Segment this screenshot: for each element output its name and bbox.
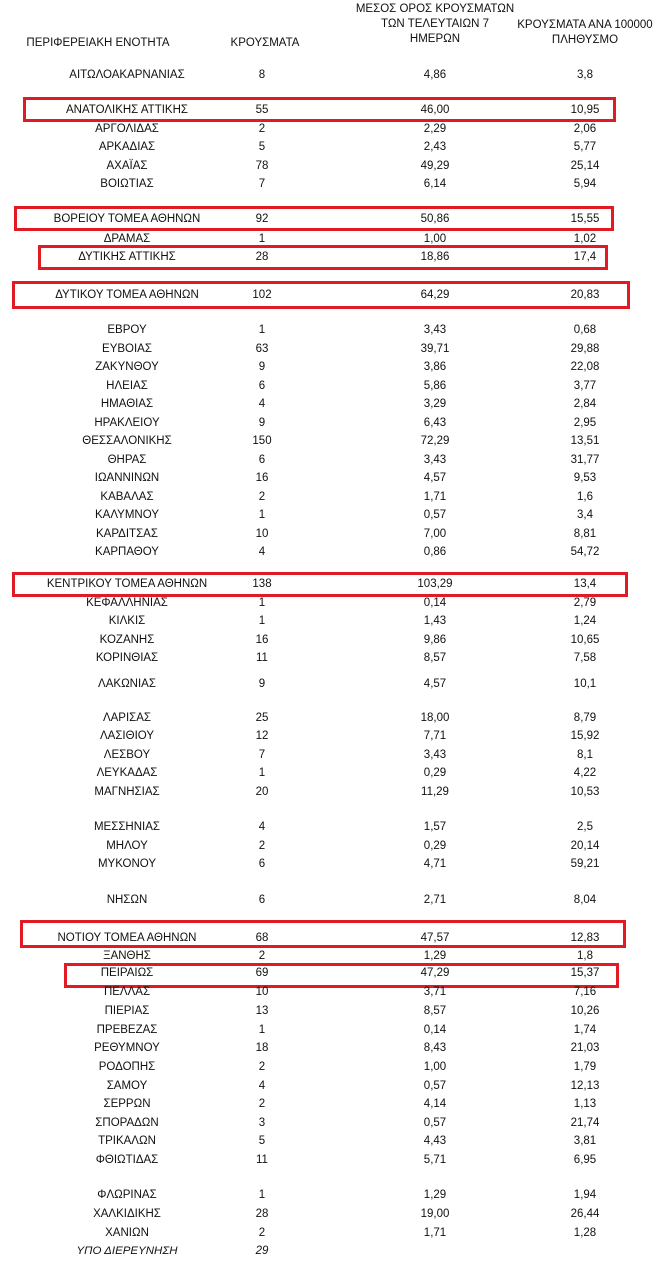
cell-per100k: 15,55: [570, 213, 600, 225]
header-avg7: [355, 2, 515, 47]
table-row: [0, 1078, 670, 1094]
cell-per100k: 7,16: [573, 986, 597, 998]
cell-region: ΚΟΖΑΝΗΣ: [99, 634, 155, 646]
cell-region: ΑΙΤΩΛΟΑΚΑΡΝΑΝΙΑΣ: [69, 69, 185, 81]
cell-cases: 6: [258, 454, 266, 466]
cell-avg7: 7,71: [423, 730, 447, 742]
cell-region: ΔΥΤΙΚΗΣ ΑΤΤΙΚΗΣ: [78, 251, 176, 263]
cell-avg7: 3,43: [423, 324, 447, 336]
cell-region: ΚΑΛΥΜΝΟΥ: [95, 509, 159, 521]
cell-cases: 2: [258, 950, 266, 962]
cell-per100k: 20,14: [570, 840, 600, 852]
cell-avg7: 0,29: [423, 840, 447, 852]
cell-region: ΛΑΡΙΣΑΣ: [102, 712, 152, 724]
cell-avg7: 7,00: [423, 528, 447, 540]
cell-cases: 18: [255, 1042, 269, 1054]
cell-avg7: 5,71: [423, 1154, 447, 1166]
table-row: [0, 378, 670, 394]
cell-cases: 2: [258, 1098, 266, 1110]
cell-cases: 7: [258, 178, 266, 190]
cell-region: ΝΗΣΩΝ: [106, 894, 148, 906]
cell-region: ΗΡΑΚΛΕΙΟΥ: [94, 417, 160, 429]
cell-cases: 6: [258, 894, 266, 906]
cell-cases: 9: [258, 417, 266, 429]
cell-avg7: 1,43: [423, 615, 447, 627]
cell-avg7: 4,57: [423, 472, 447, 484]
cell-avg7: 1,00: [423, 1061, 447, 1073]
cell-cases: 1: [258, 1189, 266, 1201]
cell-region: ΕΒΡΟΥ: [107, 324, 147, 336]
cell-cases: 150: [252, 435, 272, 447]
cell-region: ΚΑΡΠΑΘΟΥ: [95, 546, 159, 558]
table-row: [0, 784, 670, 800]
table-row: [0, 452, 670, 468]
cell-cases: 9: [258, 361, 266, 373]
cell-region: ΚΕΝΤΡΙΚΟΥ ΤΟΜΕΑ ΑΘΗΝΩΝ: [46, 578, 208, 590]
cell-per100k: 2,79: [573, 597, 597, 609]
cell-region: ΛΑΚΩΝΙΑΣ: [98, 678, 156, 690]
cell-region: ΜΗΛΟΥ: [106, 840, 148, 852]
cell-avg7: 1,71: [423, 491, 447, 503]
cell-cases: 10: [255, 528, 269, 540]
table-row: [0, 507, 670, 523]
cell-per100k: 5,94: [573, 178, 597, 190]
cell-region: ΦΛΩΡΙΝΑΣ: [97, 1189, 157, 1201]
cell-cases: 4: [258, 398, 266, 410]
cell-per100k: 26,44: [570, 1208, 600, 1220]
cell-cases: 5: [258, 141, 266, 153]
cell-per100k: 2,95: [573, 417, 597, 429]
table-row: [0, 544, 670, 560]
cell-per100k: 31,77: [570, 454, 600, 466]
cell-cases: 2: [258, 1061, 266, 1073]
table-row: [0, 948, 670, 964]
cell-per100k: 59,21: [570, 858, 600, 870]
table-row: [0, 176, 670, 192]
cell-avg7: 19,00: [420, 1208, 450, 1220]
cell-cases: 4: [258, 821, 266, 833]
cell-per100k: 1,94: [573, 1189, 597, 1201]
table-row: [0, 632, 670, 648]
cell-avg7: 2,29: [423, 123, 447, 135]
header-per100k: [505, 18, 665, 48]
cell-cases: 68: [255, 932, 269, 944]
header-avg7-line3: ΗΜΕΡΩΝ: [409, 33, 461, 45]
cell-per100k: 0,68: [573, 324, 597, 336]
cell-per100k: 15,37: [570, 967, 600, 979]
cell-cases: 1: [258, 324, 266, 336]
table-row: [0, 470, 670, 486]
cell-avg7: 4,86: [423, 69, 447, 81]
cell-region: ΡΟΔΟΠΗΣ: [98, 1061, 156, 1073]
cell-cases: 1: [258, 509, 266, 521]
cell-avg7: 0,57: [423, 1117, 447, 1129]
cell-per100k: 1,8: [577, 950, 593, 962]
cell-avg7: 47,57: [420, 932, 450, 944]
cell-region: ΛΕΥΚΑΔΑΣ: [96, 767, 158, 779]
cell-region: ΑΝΑΤΟΛΙΚΗΣ ΑΤΤΙΚΗΣ: [65, 104, 188, 116]
cell-cases: 16: [255, 472, 269, 484]
cell-per100k: 9,53: [573, 472, 597, 484]
cell-avg7: 3,29: [423, 398, 447, 410]
cell-region: ΚΙΛΚΙΣ: [108, 615, 146, 627]
cell-per100k: 10,65: [570, 634, 600, 646]
cell-avg7: 8,57: [423, 652, 447, 664]
cell-avg7: 3,71: [423, 986, 447, 998]
table-row: [0, 728, 670, 744]
cell-avg7: 47,29: [420, 967, 450, 979]
cell-region: ΚΕΦΑΛΛΗΝΙΑΣ: [86, 597, 168, 609]
header-avg7-line2: ΤΩΝ ΤΕΛΕΥΤΑΙΩΝ 7: [381, 18, 489, 30]
cell-region: ΧΑΛΚΙΔΙΚΗΣ: [93, 1208, 161, 1220]
cell-cases: 20: [255, 786, 269, 798]
cell-avg7: 18,00: [420, 712, 450, 724]
cell-avg7: 1,57: [423, 821, 447, 833]
cell-avg7: 3,43: [423, 749, 447, 761]
cell-cases: 25: [255, 712, 269, 724]
cell-region: ΠΡΕΒΕΖΑΣ: [96, 1024, 158, 1036]
cell-avg7: 0,14: [423, 1024, 447, 1036]
table-row: [0, 984, 670, 1000]
cell-avg7: 0,29: [423, 767, 447, 779]
cell-cases: 1: [258, 597, 266, 609]
cell-cases: 2: [258, 491, 266, 503]
cell-avg7: 2,43: [423, 141, 447, 153]
cell-avg7: 72,29: [420, 435, 450, 447]
cell-cases: 29: [255, 1245, 269, 1257]
cell-cases: 8: [258, 69, 266, 81]
cell-per100k: 5,77: [573, 141, 597, 153]
cell-avg7: 18,86: [420, 251, 450, 263]
table-row: [0, 765, 670, 781]
cell-cases: 9: [258, 678, 266, 690]
cell-per100k: 22,08: [570, 361, 600, 373]
table-row: [0, 930, 670, 946]
cell-cases: 5: [258, 1135, 266, 1147]
cell-per100k: 2,5: [577, 821, 593, 833]
header-cases: ΚΡΟΥΣΜΑΤΑ: [230, 37, 300, 49]
table-row: [0, 1096, 670, 1112]
cell-per100k: 3,77: [573, 380, 597, 392]
cell-region: ΣΑΜΟΥ: [106, 1080, 148, 1092]
table-row: [0, 102, 670, 118]
cell-avg7: 6,43: [423, 417, 447, 429]
cell-cases: 1: [258, 233, 266, 245]
cell-per100k: 13,51: [570, 435, 600, 447]
cell-per100k: 8,81: [573, 528, 597, 540]
table-row: [0, 526, 670, 542]
table-row: [0, 1187, 670, 1203]
cell-per100k: 15,92: [570, 730, 600, 742]
cell-region: ΠΙΕΡΙΑΣ: [104, 1005, 150, 1017]
table-row: [0, 67, 670, 83]
cell-per100k: 8,79: [573, 712, 597, 724]
cell-region: ΜΑΓΝΗΣΙΑΣ: [94, 786, 160, 798]
cell-per100k: 1,74: [573, 1024, 597, 1036]
cell-per100k: 3,8: [577, 69, 593, 81]
table-row: [0, 1206, 670, 1222]
cell-cases: 3: [258, 1117, 266, 1129]
cell-avg7: 5,86: [423, 380, 447, 392]
cell-avg7: 6,14: [423, 178, 447, 190]
cell-cases: 2: [258, 1227, 266, 1239]
table-row: [0, 415, 670, 431]
cell-region: ΡΕΘΥΜΝΟΥ: [94, 1042, 160, 1054]
cell-region: ΛΕΣΒΟΥ: [103, 749, 151, 761]
cell-per100k: 12,13: [570, 1080, 600, 1092]
cell-per100k: 10,95: [570, 104, 600, 116]
cell-avg7: 3,86: [423, 361, 447, 373]
cell-per100k: 10,26: [570, 1005, 600, 1017]
cell-avg7: 0,57: [423, 509, 447, 521]
cell-avg7: 1,00: [423, 233, 447, 245]
table-row: [0, 1115, 670, 1131]
cell-per100k: 20,83: [570, 289, 600, 301]
header-per100k-line1: ΚΡΟΥΣΜΑΤΑ ΑΝΑ 100000: [517, 19, 653, 31]
table-row: [0, 613, 670, 629]
cell-region: ΧΑΝΙΩΝ: [105, 1227, 149, 1239]
cell-region: ΙΩΑΝΝΙΝΩΝ: [94, 472, 160, 484]
cell-region: ΤΡΙΚΑΛΩΝ: [98, 1135, 156, 1147]
cell-avg7: 1,29: [423, 950, 447, 962]
cell-avg7: 4,43: [423, 1135, 447, 1147]
cell-cases: 78: [255, 160, 269, 172]
cell-per100k: 17,4: [573, 251, 597, 263]
table-row: [0, 1022, 670, 1038]
cell-per100k: 54,72: [570, 546, 600, 558]
cell-region: ΗΛΕΙΑΣ: [106, 380, 148, 392]
cell-avg7: 0,57: [423, 1080, 447, 1092]
table-row: [0, 892, 670, 908]
cell-cases: 1: [258, 767, 266, 779]
cell-per100k: 21,03: [570, 1042, 600, 1054]
cell-cases: 28: [255, 251, 269, 263]
cell-avg7: 46,00: [420, 104, 450, 116]
cell-region: ΦΘΙΩΤΙΔΑΣ: [95, 1154, 159, 1166]
cell-cases: 28: [255, 1208, 269, 1220]
cell-per100k: 10,53: [570, 786, 600, 798]
cell-per100k: 1,6: [577, 491, 593, 503]
table-row: [0, 965, 670, 981]
cell-region: ΜΕΣΣΗΝΙΑΣ: [93, 821, 161, 833]
cell-per100k: 1,13: [573, 1098, 597, 1110]
cell-region: ΔΥΤΙΚΟΥ ΤΟΜΕΑ ΑΘΗΝΩΝ: [55, 289, 199, 301]
header-region: ΠΕΡΙΦΕΡΕΙΑΚΗ ΕΝΟΤΗΤΑ: [26, 37, 170, 49]
table-row: [0, 838, 670, 854]
table-row: [0, 1133, 670, 1149]
cell-per100k: 25,14: [570, 160, 600, 172]
cell-region: ΑΡΓΟΛΙΔΑΣ: [95, 123, 159, 135]
cell-cases: 11: [256, 1154, 268, 1166]
cell-avg7: 49,29: [420, 160, 450, 172]
cell-region: ΔΡΑΜΑΣ: [103, 233, 151, 245]
cell-cases: 69: [255, 967, 269, 979]
cell-avg7: 8,57: [423, 1005, 447, 1017]
cell-cases: 10: [255, 986, 269, 998]
cell-avg7: 4,14: [423, 1098, 447, 1110]
cell-per100k: 2,84: [573, 398, 597, 410]
table-row: [0, 856, 670, 872]
cell-region: ΒΟΙΩΤΙΑΣ: [100, 178, 154, 190]
cell-per100k: 1,28: [573, 1227, 597, 1239]
table-row: [0, 121, 670, 137]
cell-cases: 2: [258, 123, 266, 135]
cell-region: ΚΑΡΔΙΤΣΑΣ: [96, 528, 158, 540]
cell-region: ΖΑΚΥΝΘΟΥ: [95, 361, 159, 373]
cell-per100k: 1,02: [573, 233, 597, 245]
cell-region: ΛΑΣΙΘΙΟΥ: [99, 730, 155, 742]
cell-per100k: 13,4: [573, 578, 597, 590]
table-row: [0, 433, 670, 449]
table-row: [0, 650, 670, 666]
cell-region: ΗΜΑΘΙΑΣ: [100, 398, 154, 410]
cell-avg7: 9,86: [423, 634, 447, 646]
cell-avg7: 3,43: [423, 454, 447, 466]
cell-region: ΝΟΤΙΟΥ ΤΟΜΕΑ ΑΘΗΝΩΝ: [57, 932, 197, 944]
cell-avg7: 50,86: [420, 213, 450, 225]
cell-avg7: 11,29: [421, 786, 449, 798]
cell-region: ΒΟΡΕΙΟΥ ΤΟΜΕΑ ΑΘΗΝΩΝ: [53, 213, 201, 225]
cell-per100k: 12,83: [570, 932, 600, 944]
cell-cases: 13: [255, 1005, 269, 1017]
cell-region: ΚΟΡΙΝΘΙΑΣ: [95, 652, 159, 664]
cell-per100k: 10,1: [573, 678, 597, 690]
header-avg7-line1: ΜΕΣΟΣ ΟΡΟΣ ΚΡΟΥΣΜΑΤΩΝ: [355, 3, 515, 15]
cell-cases: 6: [258, 380, 266, 392]
table-row: [0, 359, 670, 375]
cell-cases: 2: [258, 840, 266, 852]
table-row: [0, 322, 670, 338]
cell-region: ΑΡΚΑΔΙΑΣ: [98, 141, 156, 153]
cell-per100k: 1,79: [573, 1061, 597, 1073]
cell-avg7: 2,71: [423, 894, 447, 906]
cell-avg7: 0,86: [423, 546, 447, 558]
cell-cases: 102: [252, 289, 272, 301]
cell-cases: 4: [258, 546, 266, 558]
cell-cases: 16: [255, 634, 269, 646]
table-row: [0, 158, 670, 174]
table-row: [0, 489, 670, 505]
cell-per100k: 21,74: [570, 1117, 600, 1129]
cell-cases: 1: [258, 1024, 266, 1036]
table-row: [0, 211, 670, 227]
cell-per100k: 29,88: [570, 343, 600, 355]
table-row: [0, 710, 670, 726]
cell-avg7: 64,29: [420, 289, 450, 301]
cell-region: ΠΕΙΡΑΙΩΣ: [100, 967, 154, 979]
table-row: [0, 1225, 670, 1241]
cell-avg7: 103,29: [417, 578, 453, 590]
cell-region: ΞΑΝΘΗΣ: [103, 950, 151, 962]
cell-region: ΑΧΑΪΑΣ: [106, 160, 148, 172]
cell-avg7: 0,14: [423, 597, 447, 609]
table-row: [0, 576, 670, 592]
cell-region: ΣΕΡΡΩΝ: [103, 1098, 151, 1110]
cell-region: ΥΠΟ ΔΙΕΡΕΥΝΗΣΗ: [76, 1245, 178, 1257]
table-row: [0, 1243, 670, 1259]
table-row: [0, 249, 670, 265]
cell-region: ΚΑΒΑΛΑΣ: [100, 491, 154, 503]
cell-avg7: 8,43: [423, 1042, 447, 1054]
cell-per100k: 2,06: [573, 123, 597, 135]
cell-cases: 1: [258, 615, 266, 627]
table-row: [0, 1003, 670, 1019]
cell-cases: 92: [255, 213, 269, 225]
cell-per100k: 8,04: [573, 894, 597, 906]
table-row: [0, 1152, 670, 1168]
cell-per100k: 4,22: [573, 767, 597, 779]
table-row: [0, 819, 670, 835]
table-row: [0, 676, 670, 692]
table-row: [0, 1059, 670, 1075]
cell-avg7: 4,57: [423, 678, 447, 690]
cell-cases: 138: [252, 578, 272, 590]
cell-avg7: 1,71: [423, 1227, 447, 1239]
cell-cases: 63: [255, 343, 269, 355]
cell-avg7: 1,29: [423, 1189, 447, 1201]
table-row: [0, 139, 670, 155]
cell-region: ΘΕΣΣΑΛΟΝΙΚΗΣ: [82, 435, 172, 447]
cell-cases: 11: [256, 652, 268, 664]
table-row: [0, 747, 670, 763]
cell-region: ΜΥΚΟΝΟΥ: [97, 858, 157, 870]
table-row: [0, 396, 670, 412]
cell-cases: 55: [255, 104, 269, 116]
header-per100k-line2: ΠΛΗΘΥΣΜΟ: [551, 34, 619, 46]
cell-region: ΘΗΡΑΣ: [107, 454, 147, 466]
cell-region: ΕΥΒΟΙΑΣ: [102, 343, 152, 355]
cell-cases: 6: [258, 858, 266, 870]
cell-region: ΠΕΛΛΑΣ: [103, 986, 151, 998]
cell-per100k: 8,1: [577, 749, 593, 761]
cell-per100k: 6,95: [573, 1154, 597, 1166]
table-row: [0, 287, 670, 303]
table-row: [0, 341, 670, 357]
table-row: [0, 1040, 670, 1056]
cell-per100k: 3,4: [577, 509, 593, 521]
cell-per100k: 1,24: [573, 615, 597, 627]
cell-avg7: 39,71: [420, 343, 450, 355]
cell-cases: 12: [255, 730, 269, 742]
cell-avg7: 4,71: [423, 858, 447, 870]
table-row: [0, 231, 670, 247]
cell-cases: 7: [258, 749, 266, 761]
cell-per100k: 3,81: [573, 1135, 597, 1147]
cell-region: ΣΠΟΡΑΔΩΝ: [95, 1117, 159, 1129]
cell-cases: 4: [258, 1080, 266, 1092]
table-row: [0, 595, 670, 611]
cell-per100k: 7,58: [573, 652, 597, 664]
